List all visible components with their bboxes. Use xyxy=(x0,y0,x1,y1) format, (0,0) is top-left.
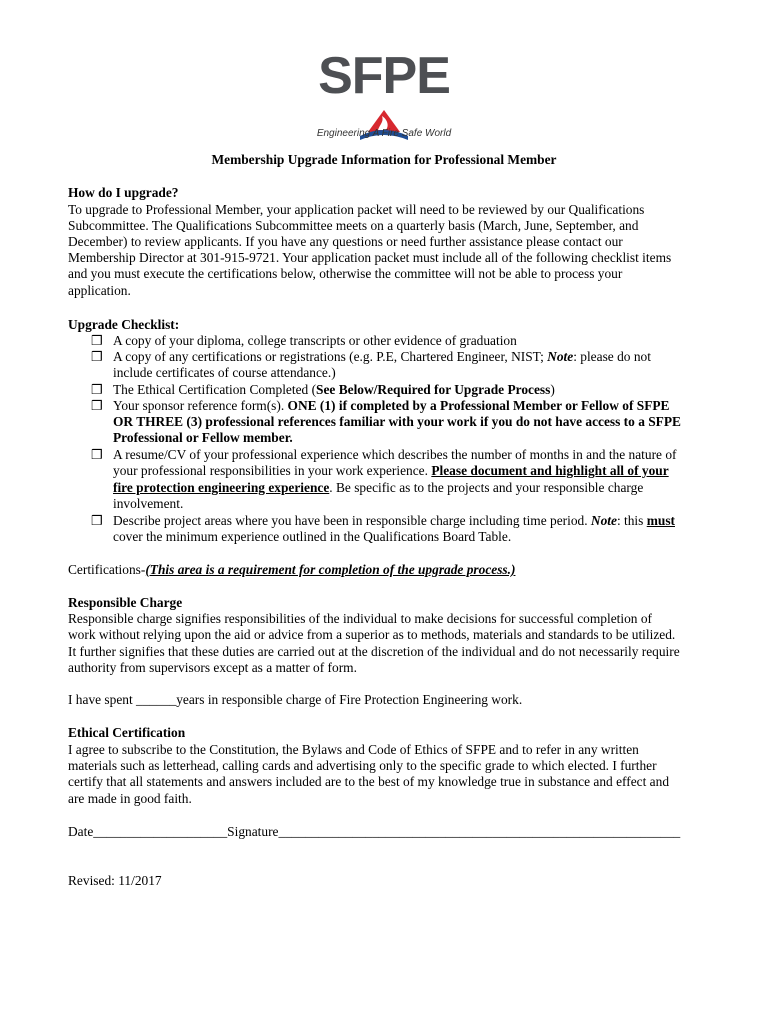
item-text: Your sponsor reference form(s). xyxy=(113,398,288,413)
certifications-line xyxy=(68,562,708,578)
paragraph-line: I agree to subscribe to the Constitution, the Bylaws and Code of Ethics of SFPE and to refer in any written xyxy=(68,742,639,757)
logo-wordmark: SFPE xyxy=(318,47,450,105)
checklist-item-continuation: OR THREE (3) professional references familiar with your work if you do not have access to a SFPE xyxy=(113,414,681,429)
paragraph-line: are made in good faith. xyxy=(68,791,192,806)
checklist-heading: Upgrade Checklist: xyxy=(68,317,180,332)
checklist-item xyxy=(113,349,713,365)
ethical-heading: Ethical Certification xyxy=(68,725,186,740)
paragraph-line: materials such as letterhead, calling cards and advertising only to the specific grade to which elected. I further xyxy=(68,758,657,773)
item-emphasis: ONE (1) if completed by a Professional Member or Fellow of SFPE xyxy=(287,398,670,413)
checklist-item xyxy=(113,513,713,529)
years-spent-line: I have spent ______years in responsible charge of Fire Protection Engineering work. xyxy=(68,692,523,707)
sfpe-logo xyxy=(308,48,460,144)
page-title: Membership Upgrade Information for Professional Member xyxy=(211,152,557,167)
note-label: Note xyxy=(547,349,574,364)
item-text: : this xyxy=(616,513,647,528)
checkbox-icon: ❒ xyxy=(91,513,103,528)
paragraph-line: application. xyxy=(68,283,131,298)
item-text: Describe project areas where you have been in responsible charge including time period. xyxy=(113,513,591,528)
item-emphasis: must xyxy=(646,513,675,528)
revised-date: Revised: 11/2017 xyxy=(68,873,162,888)
paragraph-line: Responsible charge signifies responsibilities of the individual to make decisions for successful completion of xyxy=(68,611,652,626)
paragraph-line: To upgrade to Professional Member, your application packet will need to be reviewed by our Qualifications xyxy=(68,202,645,217)
checklist-item-continuation: cover the minimum experience outlined in the Qualifications Board Table. xyxy=(113,529,512,544)
checkbox-icon: ❒ xyxy=(91,333,103,348)
paragraph-line: Membership Director at 301-915-9721. Your application packet must include all of the following checklist items xyxy=(68,250,672,265)
certifications-label: Certifications- xyxy=(68,562,146,577)
checklist-item: A copy of your diploma, college transcripts or other evidence of graduation xyxy=(113,333,517,348)
responsible-heading: Responsible Charge xyxy=(68,595,183,610)
note-label: Note xyxy=(590,513,617,528)
checkbox-icon: ❒ xyxy=(91,447,103,462)
certifications-note: (This area is a requirement for completion of the upgrade process.) xyxy=(145,562,516,577)
checklist-item: A resume/CV of your professional experience which describes the number of months in and the nature of xyxy=(113,447,677,462)
signature-line: Date____________________Signature____________________________________________________________ xyxy=(68,824,681,839)
checklist-item xyxy=(113,398,713,414)
item-text: . Be specific as to the projects and your responsible charge xyxy=(329,480,644,495)
item-text: : please do not xyxy=(573,349,651,364)
paragraph-line: certify that all statements and answers included are to the best of my knowledge true in substance and effect and xyxy=(68,774,670,789)
checklist-item-continuation xyxy=(113,480,713,496)
paragraph-line: work without relying upon the aid or advice from a superior as to methods, materials and standards to be utilized. xyxy=(68,627,676,642)
paragraph-line: and you must execute the certifications below, otherwise the committee will not be able to process your xyxy=(68,266,623,281)
item-text: ) xyxy=(550,382,555,397)
item-text: A copy of any certifications or registrations (e.g. P.E, Chartered Engineer, NIST; xyxy=(113,349,548,364)
item-emphasis: fire protection engineering experience xyxy=(113,480,330,495)
checkbox-icon: ❒ xyxy=(91,398,103,413)
item-text: The Ethical Certification Completed ( xyxy=(113,382,317,397)
checklist-item-continuation xyxy=(113,463,713,479)
checkbox-icon: ❒ xyxy=(91,382,103,397)
upgrade-heading: How do I upgrade? xyxy=(68,185,179,200)
paragraph-line: December) to review applicants. If you have any questions or need further assistance please contact our xyxy=(68,234,623,249)
paragraph-line: authority from supervisors except as a matter of form. xyxy=(68,660,357,675)
checkbox-icon: ❒ xyxy=(91,349,103,364)
checklist-item-continuation: include certificates of course attendance.) xyxy=(113,365,336,380)
paragraph-line: It further signifies that these duties are carried out at the discretion of the individual and do not necessarily require xyxy=(68,644,680,659)
checklist-item-continuation: Professional or Fellow member. xyxy=(113,430,293,445)
checklist-item xyxy=(113,382,713,398)
item-text: your professional responsibilities in your work experience. xyxy=(113,463,432,478)
logo-tagline: Engineering A Fire Safe World xyxy=(316,128,452,139)
paragraph-line: Subcommittee. The Qualifications Subcommittee meets on a quarterly basis (March, June, September, and xyxy=(68,218,639,233)
item-emphasis: See Below/Required for Upgrade Process xyxy=(316,382,551,397)
checklist-item-continuation: involvement. xyxy=(113,496,184,511)
item-emphasis: Please document and highlight all of your xyxy=(431,463,669,478)
